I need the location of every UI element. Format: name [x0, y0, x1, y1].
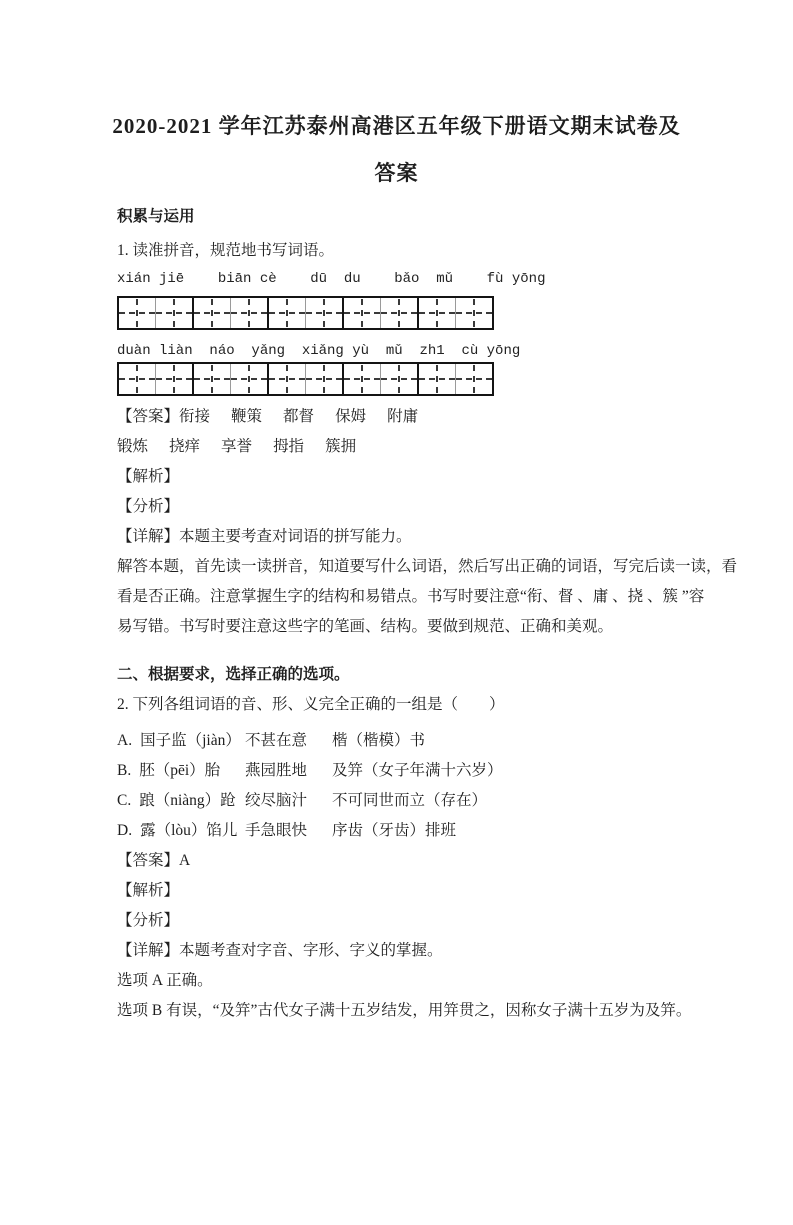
q2-answer-row [117, 846, 733, 876]
writing-grid-cell [419, 298, 455, 328]
writing-grid-cell [269, 364, 305, 394]
writing-grid-cell [119, 298, 155, 328]
q1-answer-word: 衔接 [179, 408, 211, 425]
writing-grid-cell [155, 298, 192, 328]
writing-grid-cell [194, 298, 230, 328]
q2-option-b-item2: 燕园胜地 [245, 762, 308, 779]
q2-answer-label: 【答案】 [117, 852, 180, 869]
q1-answer-label: 【答案】 [117, 408, 180, 425]
section2-heading: 二、根据要求，选择正确的选项。 [117, 666, 350, 683]
q2-option-b [117, 756, 733, 786]
writing-grid-cell [455, 364, 492, 394]
writing-grid-group [417, 364, 492, 394]
q2-option-a-item3: 楷（楷模）书 [332, 732, 426, 749]
writing-grid-cell [155, 364, 192, 394]
q1-pinyin-row-2: duàn liàn náo yǎng xiǎng yù mǔ zh1 cù yōng [117, 343, 521, 359]
writing-grid-cell [119, 364, 155, 394]
q1-detail-line-2: 解答本题，首先读一读拼音，知道要写什么词语，然后写出正确的词语，写完后读一读，看 [117, 558, 738, 575]
writing-grid-cell [344, 298, 380, 328]
q1-detail-line-1: 【详解】本题主要考查对词语的拼写能力。 [117, 528, 412, 545]
q2-detail-line-2: 选项 A 正确。 [117, 972, 213, 989]
q1-answer-word: 保姆 [335, 408, 367, 425]
document-title [55, 103, 738, 197]
writing-grid-group [342, 364, 417, 394]
q2-option-b-label: B. [117, 762, 132, 779]
q2-option-b-item3: 及笄（女子年满十六岁） [332, 762, 503, 779]
q1-answer-word: 锻炼 [117, 438, 149, 455]
q2-option-c-item2: 绞尽脑汁 [245, 792, 308, 809]
section1-heading: 积累与运用 [117, 208, 195, 225]
title-line-1: 2020-2021 学年江苏泰州高港区五年级下册语文期末试卷及 [112, 114, 681, 138]
q1-answer-word: 挠痒 [169, 438, 201, 455]
q2-option-d-item2: 手急眼快 [245, 822, 308, 839]
q2-option-c-label: C. [117, 792, 132, 809]
q2-jiexi-label: 【解析】 [117, 882, 180, 899]
writing-grid-cell [419, 364, 455, 394]
writing-grid-group [417, 298, 492, 328]
writing-grid-group [192, 298, 267, 328]
writing-grid-cell [380, 364, 417, 394]
q1-answer-word: 附庸 [387, 408, 419, 425]
q1-writing-grid-2 [117, 362, 494, 396]
q1-answer-word: 享誉 [221, 438, 253, 455]
q2-option-a [117, 726, 733, 756]
q2-detail-line-3: 选项 B 有误，“及笄”古代女子满十五岁结发，用笄贯之，因称女子满十五岁为及笄。 [117, 1002, 692, 1019]
q2-option-c [117, 786, 733, 816]
writing-grid-group [267, 364, 342, 394]
q1-jiexi-label: 【解析】 [117, 468, 180, 485]
q2-option-b-item1: 胚（pēi）胎 [139, 762, 221, 779]
writing-grid-cell [380, 298, 417, 328]
title-line-2: 答案 [374, 161, 419, 185]
writing-grid-group [342, 298, 417, 328]
q1-writing-grid-1 [117, 296, 494, 330]
writing-grid-cell [344, 364, 380, 394]
q2-stem: 2. 下列各组词语的音、形、义完全正确的一组是（ ） [117, 696, 505, 713]
q1-answer-row-2 [117, 432, 733, 462]
q1-answer-row-1 [117, 402, 733, 432]
q1-answer-word: 簇拥 [325, 438, 357, 455]
q2-option-d-item1: 露（lòu）馅儿 [140, 822, 238, 839]
q1-pinyin-row-1: xián jiē biān cè dū du bǎo mǔ fù yōng [117, 271, 546, 287]
document-body [117, 202, 738, 1026]
writing-grid-cell [230, 364, 267, 394]
q2-option-c-item3: 不可同世而立（存在） [332, 792, 488, 809]
q2-answer-value: A [179, 852, 191, 869]
writing-grid-cell [230, 298, 267, 328]
q1-answer-word: 都督 [283, 408, 315, 425]
q2-option-a-item1: 国子监（jiàn） [140, 732, 241, 749]
writing-grid-cell [269, 298, 305, 328]
q2-option-d [117, 816, 733, 846]
q1-answer-word: 鞭策 [231, 408, 263, 425]
q2-fenxi-label: 【分析】 [117, 912, 180, 929]
writing-grid-cell [305, 364, 342, 394]
q2-option-a-item2: 不甚在意 [245, 732, 308, 749]
q1-stem: 1. 读准拼音，规范地书写词语。 [117, 242, 335, 259]
q2-option-c-item1: 踉（niàng）跄 [139, 792, 236, 809]
q2-option-d-item3: 序齿（牙齿）排班 [332, 822, 457, 839]
writing-grid-group [267, 298, 342, 328]
writing-grid-cell [194, 364, 230, 394]
writing-grid-cell [455, 298, 492, 328]
exam-document-page [0, 103, 793, 1225]
q1-fenxi-label: 【分析】 [117, 498, 180, 515]
writing-grid-group [192, 364, 267, 394]
q2-detail-line-1: 【详解】本题考查对字音、字形、字义的掌握。 [117, 942, 443, 959]
q1-answer-word: 拇指 [273, 438, 305, 455]
q1-detail-line-3: 看是否正确。注意掌握生字的结构和易错点。书写时要注意“衔、督 、庸 、挠 、簇 ”容 [117, 588, 705, 605]
q2-option-d-label: D. [117, 822, 133, 839]
q2-option-a-label: A. [117, 732, 133, 749]
writing-grid-cell [305, 298, 342, 328]
q1-detail-line-4: 易写错。书写时要注意这些字的笔画、结构。要做到规范、正确和美观。 [117, 618, 614, 635]
writing-grid-group [119, 298, 192, 328]
writing-grid-group [119, 364, 192, 394]
